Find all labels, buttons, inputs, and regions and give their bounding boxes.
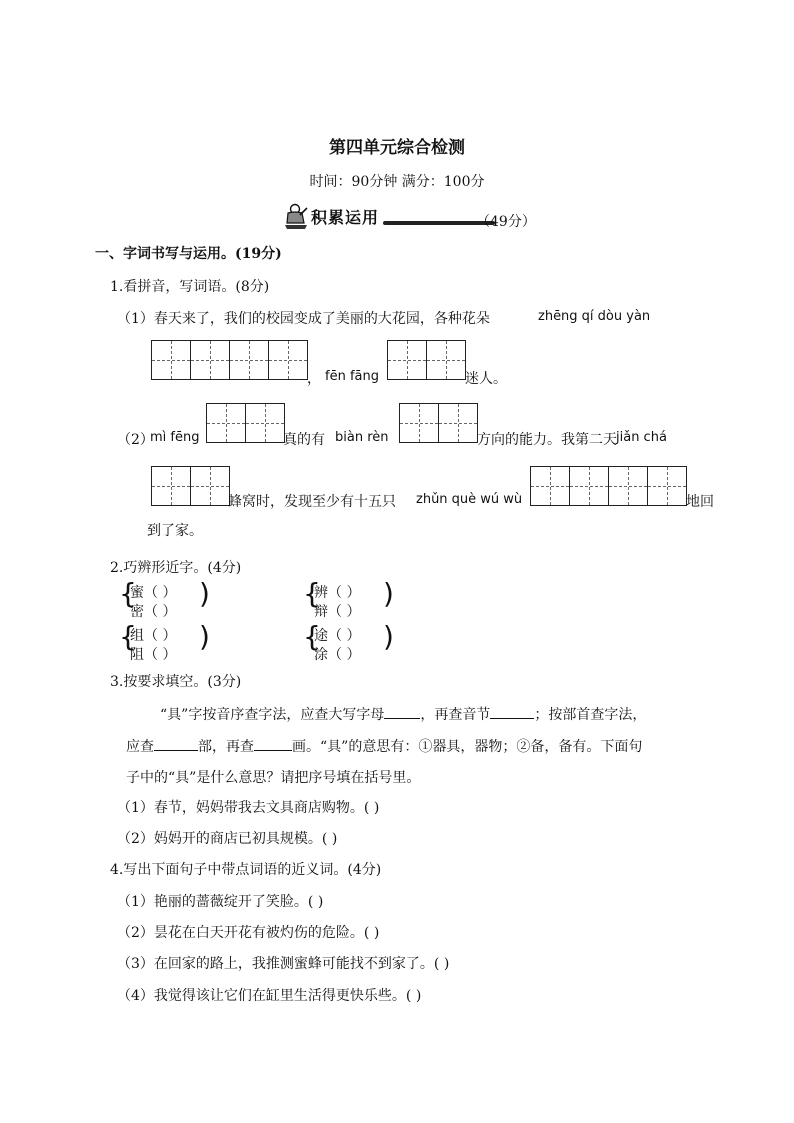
q1-p2-prefix: （2） (117, 432, 154, 448)
section-banner (283, 203, 543, 233)
left-brace: { (119, 577, 137, 610)
q3-text: “具”字按音序查字法，应查大写字母 (160, 707, 385, 723)
q4-s2[interactable]: （2）昙花在白天开花有被灼伤的危险。( ) (117, 925, 380, 941)
blank-letter[interactable] (384, 704, 420, 719)
q1-fengwo: 蜂窝时，发现至少有十五只 (228, 494, 396, 510)
right-brace: ) (199, 577, 210, 610)
writing-person-icon (283, 203, 309, 231)
pair-char[interactable]: 阻（ ） (130, 647, 177, 663)
pinyin-zhunquewuwu: zhǔn què wú wù (416, 492, 523, 507)
q1-p1-text: （1）春天来了，我们的校园变成了美丽的大花园，各种花朵 (117, 311, 490, 327)
blank-radical[interactable] (154, 736, 198, 751)
writing-grid-4[interactable] (151, 340, 308, 380)
right-brace: ) (199, 620, 210, 653)
banner-label: 积累运用 (311, 208, 380, 227)
q3-text: ，再查音节 (420, 707, 491, 723)
q3-line1 (160, 704, 646, 724)
q1-zhendeyou: 真的有 (283, 432, 325, 448)
right-brace: ) (383, 620, 394, 653)
pair-char[interactable]: 密（ ） (130, 604, 177, 620)
pair-char[interactable]: 蜜（ ） (130, 585, 177, 601)
right-brace: ) (383, 577, 394, 610)
pair-char[interactable]: 组（ ） (130, 628, 177, 644)
q3-s2[interactable]: （2）妈妈开的商店已初具规模。( ) (117, 831, 338, 847)
page-title: 第四单元综合检测 (329, 138, 465, 158)
q3-line3: 子中的“具”是什么意思？请把序号填在括号里。 (126, 770, 421, 786)
pinyin-zhengqidouyan: zhēng qí dòu yàn (538, 309, 651, 324)
left-brace: { (119, 620, 137, 653)
pair-char[interactable]: 辩（ ） (314, 604, 361, 620)
q3-text: 画。“具”的意思有：①器具，器物；②备，备有。下面句 (292, 739, 643, 755)
writing-grid-2[interactable] (206, 403, 285, 443)
q3-text: 应查 (126, 739, 154, 755)
blank-syllable[interactable] (490, 704, 534, 719)
left-brace: { (303, 620, 321, 653)
left-brace: { (303, 577, 321, 610)
exam-meta: 时间：90分钟 满分：100分 (309, 174, 485, 190)
writing-grid-2[interactable] (387, 340, 466, 380)
banner-score: （49分） (476, 214, 536, 230)
q1-fangxiang: 方向的能力。我第二天 (477, 432, 617, 448)
writing-grid-2[interactable] (399, 403, 478, 443)
q3-line2 (126, 736, 642, 756)
q4-s1[interactable]: （1）艳丽的蔷薇绽开了笑脸。( ) (117, 894, 324, 910)
q1-daolejia: 到了家。 (147, 523, 203, 539)
pair-char[interactable]: 涂（ ） (314, 647, 361, 663)
q1-mi-ren: 迷人。 (465, 371, 507, 387)
q3-text: 部，再查 (198, 739, 254, 755)
writing-grid-2[interactable] (151, 466, 230, 506)
pinyin-bianren: biàn rèn (335, 430, 389, 445)
q3-text: ；按部首查字法， (534, 707, 647, 723)
q4-s3[interactable]: （3）在回家的路上，我推测蜜蜂可能找不到家了。( ) (117, 956, 450, 972)
q1-title: 1.看拼音，写词语。(8分) (110, 279, 270, 295)
pair-char[interactable]: 途（ ） (314, 628, 361, 644)
comma: ， (307, 371, 321, 387)
q4-s4[interactable]: （4）我觉得该让它们在缸里生活得更快乐些。( ) (117, 988, 422, 1004)
q4-title: 4.写出下面句子中带点词语的近义词。(4分) (110, 862, 382, 878)
q2-title: 2.巧辨形近字。(4分) (110, 560, 242, 576)
q3-title: 3.按要求填空。(3分) (110, 674, 242, 690)
q1-dihui: 地回 (686, 494, 714, 510)
pair-char[interactable]: 辨（ ） (314, 585, 361, 601)
pinyin-mifeng: mì fēng (150, 430, 200, 445)
blank-strokes[interactable] (254, 736, 292, 751)
q3-s1[interactable]: （1）春节，妈妈带我去文具商店购物。( ) (117, 800, 380, 816)
writing-grid-4[interactable] (530, 466, 687, 506)
section-heading: 一、字词书写与运用。(19分) (95, 246, 282, 262)
pinyin-fenfang: fēn fāng (325, 369, 379, 384)
pinyin-jianchai: jiǎn chá (616, 430, 667, 445)
